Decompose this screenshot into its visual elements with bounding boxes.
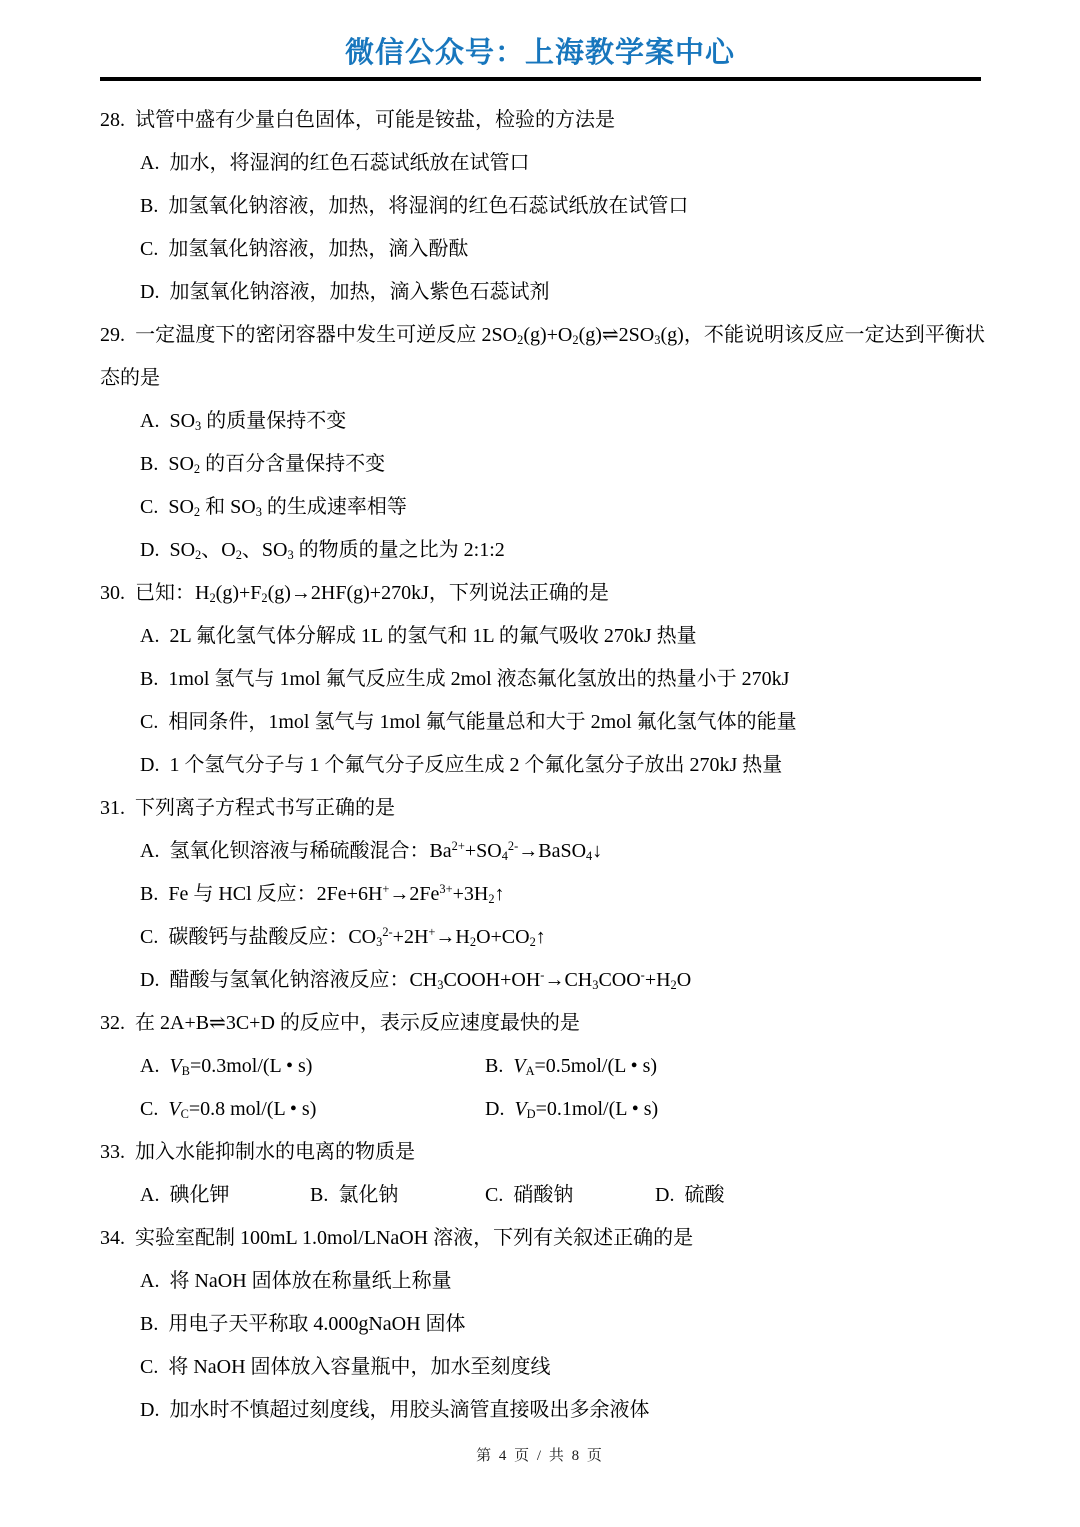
- question-stem: [100, 1217, 985, 1260]
- question-stem: [100, 99, 985, 142]
- option-text: 2L 氟化氢气体分解成 1L 的氢气和 1L 的氟气吸收 270kJ 热量: [169, 624, 697, 647]
- option-text: $V_A=0.5mol/(L$ • s): [513, 1054, 658, 1078]
- question-stem: [100, 572, 985, 615]
- option-label: C.: [485, 1183, 504, 1206]
- question-31: [100, 787, 985, 1002]
- option-label: B.: [140, 882, 159, 905]
- option-text: 硝酸钠: [513, 1183, 574, 1206]
- options-list: [100, 142, 985, 314]
- option-b: [140, 443, 985, 486]
- question-text: 已知：$H_2(g)+F_2(g)\to 2HF(g)+270kJ$，下列说法正确的是: [135, 581, 609, 605]
- question-text: 加入水能抑制水的电离的物质是: [135, 1140, 415, 1163]
- question-stem: [100, 1002, 985, 1045]
- option-label: D.: [655, 1183, 675, 1206]
- question-text: 试管中盛有少量白色固体，可能是铵盐，检验的方法是: [135, 108, 615, 131]
- option-d: [655, 1174, 985, 1217]
- question-number: 31.: [100, 796, 125, 819]
- option-text: Fe 与 HCl 反应：$2Fe+6H^+\to 2Fe^{3+}+3H_2↑$: [168, 881, 505, 906]
- option-label: B.: [310, 1183, 329, 1206]
- option-d: [140, 1389, 985, 1432]
- question-29: [100, 314, 985, 572]
- option-text: 1mol 氢气与 1mol 氟气反应生成 2mol 液态氟化氢放出的热量小于 270kJ: [168, 667, 790, 690]
- option-label: C.: [140, 710, 159, 733]
- options-list: [100, 1174, 985, 1217]
- questions-area: [100, 99, 985, 1432]
- option-label: D.: [140, 280, 160, 303]
- option-text: 碳酸钙与盐酸反应：$CO_3^{2-}+2H^+\to H_2O+CO_2↑$: [168, 924, 546, 949]
- option-d: [140, 529, 985, 572]
- option-text: 将 NaOH 固体放入容量瓶中，加水至刻度线: [168, 1355, 551, 1378]
- question-text: 实验室配制 100mL 1.0mol/LNaOH 溶液，下列有关叙述正确的是: [135, 1226, 694, 1249]
- option-text: 用电子天平称取 4.000gNaOH 固体: [168, 1312, 466, 1335]
- question-28: [100, 99, 985, 314]
- options-list: [100, 615, 985, 787]
- option-d: [485, 1088, 985, 1131]
- option-text: $SO_2$ 和 $SO_3$ 的生成速率相等: [168, 495, 407, 519]
- option-text: $SO_3$ 的质量保持不变: [169, 409, 347, 433]
- option-b: [140, 873, 985, 916]
- option-c: [140, 701, 985, 744]
- option-a: [140, 1174, 310, 1217]
- option-text: 1 个氢气分子与 1 个氟气分子反应生成 2 个氟化氢分子放出 270kJ 热量: [169, 753, 783, 776]
- page-number-label: 第 4 页 / 共 8 页: [476, 1448, 604, 1464]
- option-label: A.: [140, 1054, 160, 1077]
- question-text: 下列离子方程式书写正确的是: [135, 796, 395, 819]
- option-d: [140, 271, 985, 314]
- option-c: [485, 1174, 655, 1217]
- page-header: [0, 0, 1080, 81]
- option-text: 氯化钠: [338, 1183, 399, 1206]
- question-number: 30.: [100, 581, 125, 604]
- option-text: 加氢氧化钠溶液，加热，滴入紫色石蕊试剂: [169, 280, 550, 303]
- question-text: 一定温度下的密闭容器中发生可逆反应 $2SO_2(g)+O_2(g)\rightleftharpoons 2SO_3(g)$，不能说明该反应一定达到平衡状态的是: [100, 323, 985, 389]
- option-label: B.: [140, 667, 159, 690]
- option-label: A.: [140, 839, 160, 862]
- question-32: [100, 1002, 985, 1131]
- option-d: [140, 744, 985, 787]
- question-34: [100, 1217, 985, 1432]
- options-row: [140, 1174, 985, 1217]
- option-label: C.: [140, 925, 159, 948]
- option-text: 加水时不慎超过刻度线，用胶头滴管直接吸出多余液体: [169, 1398, 650, 1421]
- option-label: B.: [140, 194, 159, 217]
- option-label: A.: [140, 1269, 160, 1292]
- header-divider: [100, 77, 981, 81]
- option-label: A.: [140, 409, 160, 432]
- option-label: B.: [485, 1054, 504, 1077]
- option-label: C.: [140, 1355, 159, 1378]
- option-label: C.: [140, 1097, 159, 1120]
- question-number: 29.: [100, 323, 125, 346]
- option-a: [140, 142, 985, 185]
- question-33: [100, 1131, 985, 1217]
- options-list: [100, 1045, 985, 1131]
- question-stem: [100, 1131, 985, 1174]
- option-c: [140, 486, 985, 529]
- option-label: A.: [140, 624, 160, 647]
- question-number: 33.: [100, 1140, 125, 1163]
- question-number: 28.: [100, 108, 125, 131]
- options-list: [100, 1260, 985, 1432]
- question-text: 在 2A+B⇌3C+D 的反应中，表示反应速度最快的是: [135, 1011, 580, 1034]
- question-stem: [100, 314, 985, 400]
- option-text: $SO_2$、$O_2$、$SO_3$ 的物质的量之比为 2:1:2: [169, 538, 505, 562]
- option-b: [140, 1303, 985, 1346]
- question-30: [100, 572, 985, 787]
- option-text: 氢氧化钡溶液与稀硫酸混合：$Ba^{2+}+SO_4^{2-}\to BaSO_4↓$: [169, 838, 603, 863]
- option-text: $V_B=0.3mol/(L$ • s): [169, 1054, 313, 1078]
- option-text: $V_D=0.1mol/(L$ • s): [514, 1097, 659, 1121]
- options-row: [140, 1045, 985, 1088]
- option-label: A.: [140, 1183, 160, 1206]
- option-a: [140, 400, 985, 443]
- option-text: 加氢氧化钠溶液，加热，滴入酚酞: [168, 237, 469, 260]
- option-a: [140, 1260, 985, 1303]
- option-text: 碘化钾: [169, 1183, 230, 1206]
- option-text: 加水，将湿润的红色石蕊试纸放在试管口: [169, 151, 530, 174]
- options-row: [140, 1088, 985, 1131]
- question-stem: [100, 787, 985, 830]
- option-text: 硫酸: [684, 1183, 725, 1206]
- option-c: [140, 228, 985, 271]
- question-number: 34.: [100, 1226, 125, 1249]
- option-label: B.: [140, 452, 159, 475]
- option-b: [140, 658, 985, 701]
- option-text: 加氢氧化钠溶液，加热，将湿润的红色石蕊试纸放在试管口: [168, 194, 689, 217]
- question-number: 32.: [100, 1011, 125, 1034]
- option-text: $V_C=0.8$ mol/(L • s): [168, 1097, 317, 1121]
- option-d: [140, 959, 985, 1002]
- option-c: [140, 916, 985, 959]
- option-b: [310, 1174, 485, 1217]
- option-label: D.: [140, 1398, 160, 1421]
- option-c: [140, 1346, 985, 1389]
- option-b: [140, 185, 985, 228]
- option-c: [140, 1088, 485, 1131]
- option-label: C.: [140, 237, 159, 260]
- option-a: [140, 1045, 485, 1088]
- option-label: D.: [485, 1097, 505, 1120]
- option-label: D.: [140, 538, 160, 561]
- option-label: D.: [140, 753, 160, 776]
- option-label: B.: [140, 1312, 159, 1335]
- option-label: C.: [140, 495, 159, 518]
- options-list: [100, 400, 985, 572]
- page-title: 微信公众号：上海教学案中心: [344, 37, 735, 69]
- option-a: [140, 615, 985, 658]
- option-text: 醋酸与氢氧化钠溶液反应：$CH_3COOH+OH^-\to CH_3COO^-+H_2O$: [169, 967, 692, 992]
- option-text: 相同条件，1mol 氢气与 1mol 氟气能量总和大于 2mol 氟化氢气体的能量: [168, 710, 797, 733]
- option-a: [140, 830, 985, 873]
- option-b: [485, 1045, 985, 1088]
- option-text: $SO_2$ 的百分含量保持不变: [168, 452, 386, 476]
- option-text: 将 NaOH 固体放在称量纸上称量: [169, 1269, 452, 1292]
- option-label: A.: [140, 151, 160, 174]
- option-label: D.: [140, 968, 160, 991]
- page-footer: [0, 1444, 1080, 1465]
- options-list: [100, 830, 985, 1002]
